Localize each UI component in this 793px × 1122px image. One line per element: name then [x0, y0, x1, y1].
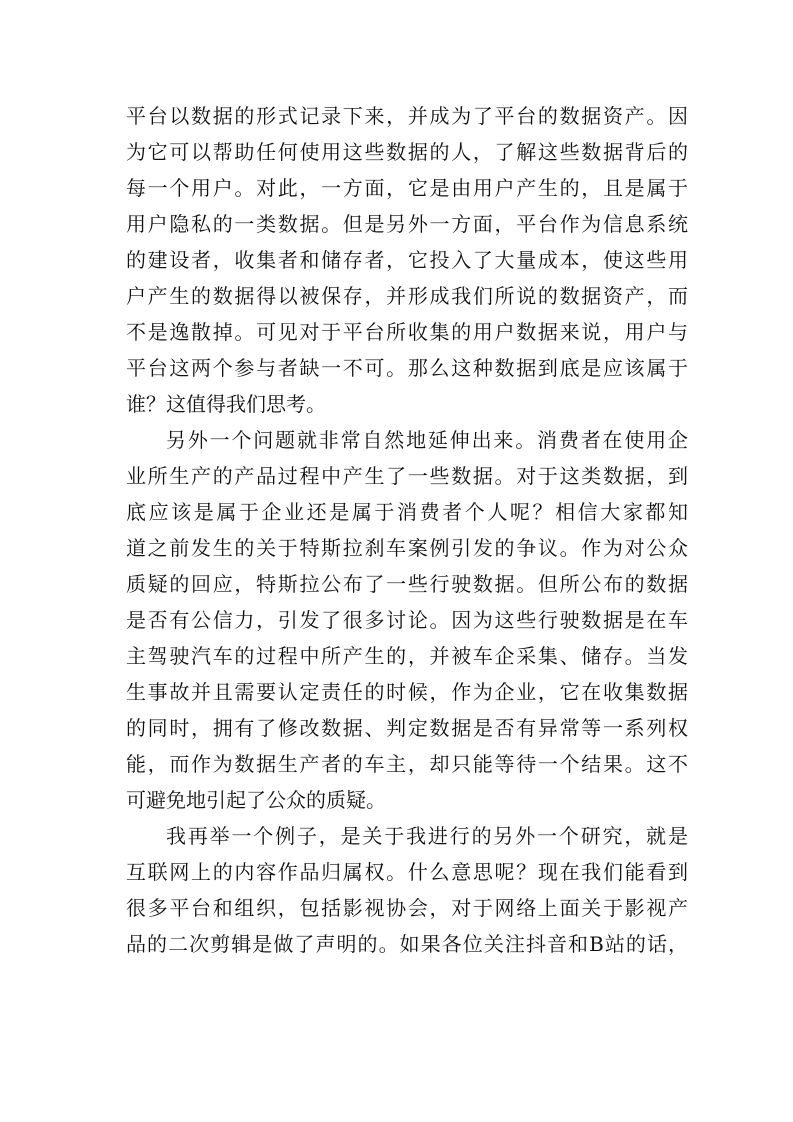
text-line: 户产生的数据得以被保存，并形成我们所说的数据资产，而	[126, 284, 688, 308]
text-line: 能，而作为数据生产者的车主，却只能等待一个结果。这不	[126, 752, 688, 776]
text-line: 底应该是属于企业还是属于消费者个人呢？相信大家都知	[126, 500, 688, 524]
text-line: 的建设者，收集者和储存者，它投入了大量成本，使这些用	[126, 248, 688, 272]
text-line: 为它可以帮助任何使用这些数据的人，了解这些数据背后的	[126, 140, 688, 164]
text-line: 每一个用户。对此，一方面，它是由用户产生的，且是属于	[126, 176, 688, 200]
text-line: 道之前发生的关于特斯拉刹车案例引发的争议。作为对公众	[126, 536, 688, 560]
text-line: 主驾驶汽车的过程中所产生的，并被车企采集、储存。当发	[126, 644, 688, 668]
text-line: 质疑的回应，特斯拉公布了一些行驶数据。但所公布的数据	[126, 572, 688, 596]
text-line: 业所生产的产品过程中产生了一些数据。对于这类数据，到	[126, 464, 688, 488]
text-line: 用户隐私的一类数据。但是另外一方面，平台作为信息系统	[126, 212, 688, 236]
text-line: 谁？这值得我们思考。	[126, 392, 326, 416]
text-line: 互联网上的内容作品归属权。什么意思呢？现在我们能看到	[126, 860, 688, 884]
paragraph-first-line: 另外一个问题就非常自然地延伸出来。消费者在使用企	[166, 428, 688, 452]
text-line: 平台这两个参与者缺一不可。那么这种数据到底是应该属于	[126, 356, 688, 380]
text-line: 是否有公信力，引发了很多讨论。因为这些行驶数据是在车	[126, 608, 688, 632]
text-line: 很多平台和组织，包括影视协会，对于网络上面关于影视产	[126, 896, 688, 920]
text-line: 不是逸散掉。可见对于平台所收集的用户数据来说，用户与	[126, 320, 688, 344]
paragraph-first-line: 我再举一个例子，是关于我进行的另外一个研究，就是	[166, 824, 688, 848]
text-line: 平台以数据的形式记录下来，并成为了平台的数据资产。因	[126, 104, 688, 128]
text-line: 生事故并且需要认定责任的时候，作为企业，它在收集数据	[126, 680, 688, 704]
text-line: 品的二次剪辑是做了声明的。如果各位关注抖音和B站的话，	[126, 932, 688, 956]
text-line: 的同时，拥有了修改数据、判定数据是否有异常等一系列权	[126, 716, 688, 740]
body-text	[126, 98, 688, 962]
text-line: 可避免地引起了公众的质疑。	[126, 788, 386, 812]
